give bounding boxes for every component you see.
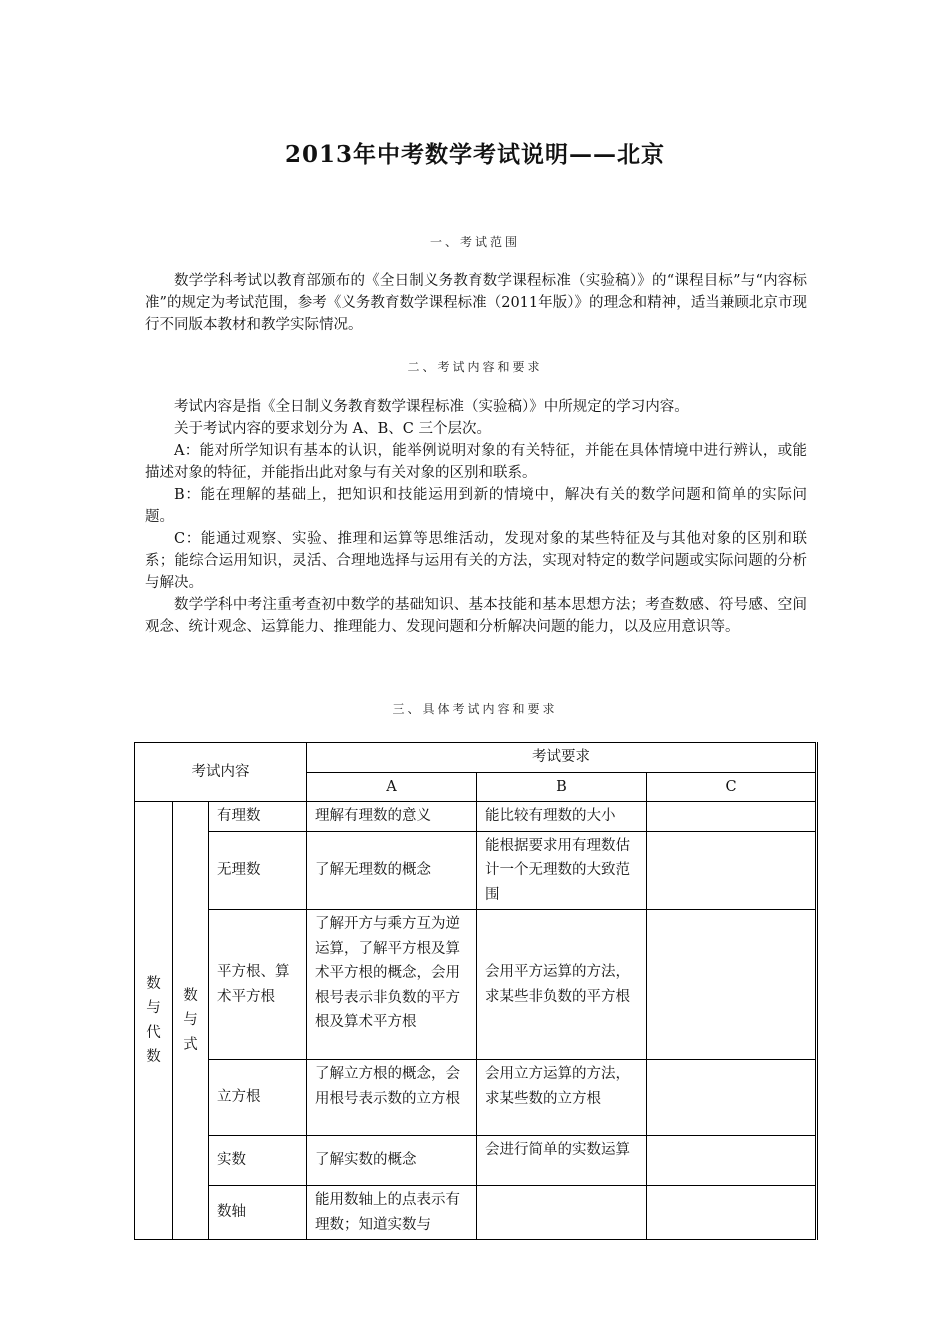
req-b-cell (477, 1186, 647, 1240)
req-a-cell: 理解有理数的意义 (307, 802, 477, 832)
req-c-cell (647, 1186, 817, 1240)
header-col-b: B (477, 772, 647, 802)
header-content: 考试内容 (135, 743, 307, 802)
section-heading-content: 二、考试内容和要求 (407, 360, 543, 374)
topic-cell: 立方根 (209, 1060, 307, 1136)
req-b-cell: 会进行简单的实数运算 (477, 1136, 647, 1186)
topic-cell: 数轴 (209, 1186, 307, 1240)
domain-cell (135, 802, 173, 1240)
topic-cell: 无理数 (209, 831, 307, 910)
subdomain-char: 与 (183, 1012, 198, 1029)
req-c-cell (647, 802, 817, 832)
body-paragraph: C：能通过观察、实验、推理和运算等思维活动，发现对象的某些特征及与其他对象的区别和联系；能综合运用知识，灵活、合理地选择与运用有关的方法，实现对特定的数学问题或实际问题的分析与解决。 (145, 531, 807, 591)
req-a-cell: 了解开方与乘方互为逆运算，了解平方根及算术平方根的概念，会用根号表示非负数的平方根及算术平方根 (307, 910, 477, 1060)
req-b-cell: 能比较有理数的大小 (477, 802, 647, 832)
topic-cell: 实数 (209, 1136, 307, 1186)
body-paragraph: 数学学科中考注重考查初中数学的基础知识、基本技能和基本思想方法；考查数感、符号感、空间观念、统计观念、运算能力、推理能力、发现问题和分析解决问题的能力，以及应用意识等。 (145, 597, 807, 635)
page-title: 2013年中考数学考试说明——北京 (284, 141, 665, 168)
content-paragraphs (145, 396, 807, 638)
subdomain-cell (173, 802, 209, 1240)
req-a-cell: 了解立方根的概念，会用根号表示数的立方根 (307, 1060, 477, 1136)
topic-cell: 有理数 (209, 802, 307, 832)
req-c-cell (647, 831, 817, 910)
body-paragraph: B：能在理解的基础上，把知识和技能运用到新的情境中，解决有关的数学问题和简单的实际问题。 (145, 487, 807, 525)
req-a-cell: 了解无理数的概念 (307, 831, 477, 910)
body-paragraph: A：能对所学知识有基本的认识，能举例说明对象的有关特征，并能在具体情境中进行辨认，或能描述对象的特征，并能指出此对象与有关对象的区别和联系。 (145, 443, 807, 481)
header-requirements: 考试要求 (307, 743, 817, 773)
req-b-cell: 会用平方运算的方法，求某些非负数的平方根 (477, 910, 647, 1060)
body-paragraph: 考试内容是指《全日制义务教育数学课程标准（实验稿）》中所规定的学习内容。 (174, 399, 689, 415)
subdomain-char: 式 (183, 1036, 198, 1053)
req-c-cell (647, 1136, 817, 1186)
req-b-cell: 会用立方运算的方法，求某些数的立方根 (477, 1060, 647, 1136)
domain-char: 与 (146, 1000, 161, 1016)
section-heading-details: 三、具体考试内容和要求 (392, 702, 558, 716)
section-heading-scope: 一、考试范围 (429, 235, 520, 249)
req-c-cell (647, 910, 817, 1060)
req-b-cell: 能根据要求用有理数估计一个无理数的大致范围 (477, 831, 647, 910)
req-c-cell (647, 1060, 817, 1136)
req-a-cell: 能用数轴上的点表示有理数；知道实数与 (307, 1186, 477, 1240)
header-col-a: A (307, 772, 477, 802)
header-col-c: C (647, 772, 817, 802)
body-paragraph: 关于考试内容的要求划分为 A、B、C 三个层次。 (174, 421, 491, 437)
domain-char: 数 (146, 975, 161, 992)
domain-char: 数 (146, 1049, 161, 1065)
topic-cell: 平方根、算术平方根 (209, 910, 307, 1060)
domain-char: 代 (146, 1024, 161, 1041)
subdomain-char: 数 (183, 987, 198, 1004)
intro-paragraph (145, 270, 807, 336)
req-a-cell: 了解实数的概念 (307, 1136, 477, 1186)
requirements-table (134, 742, 818, 1240)
intro-text: 数学学科考试以教育部颁布的《全日制义务教育数学课程标准（实验稿）》的“课程目标”与“内容标准”的规定为考试范围，参考《义务教育数学课程标准（2011年版）》的理念和精神，适当兼顾北京市现行不同版本教材和教学实际情况。 (145, 273, 807, 333)
